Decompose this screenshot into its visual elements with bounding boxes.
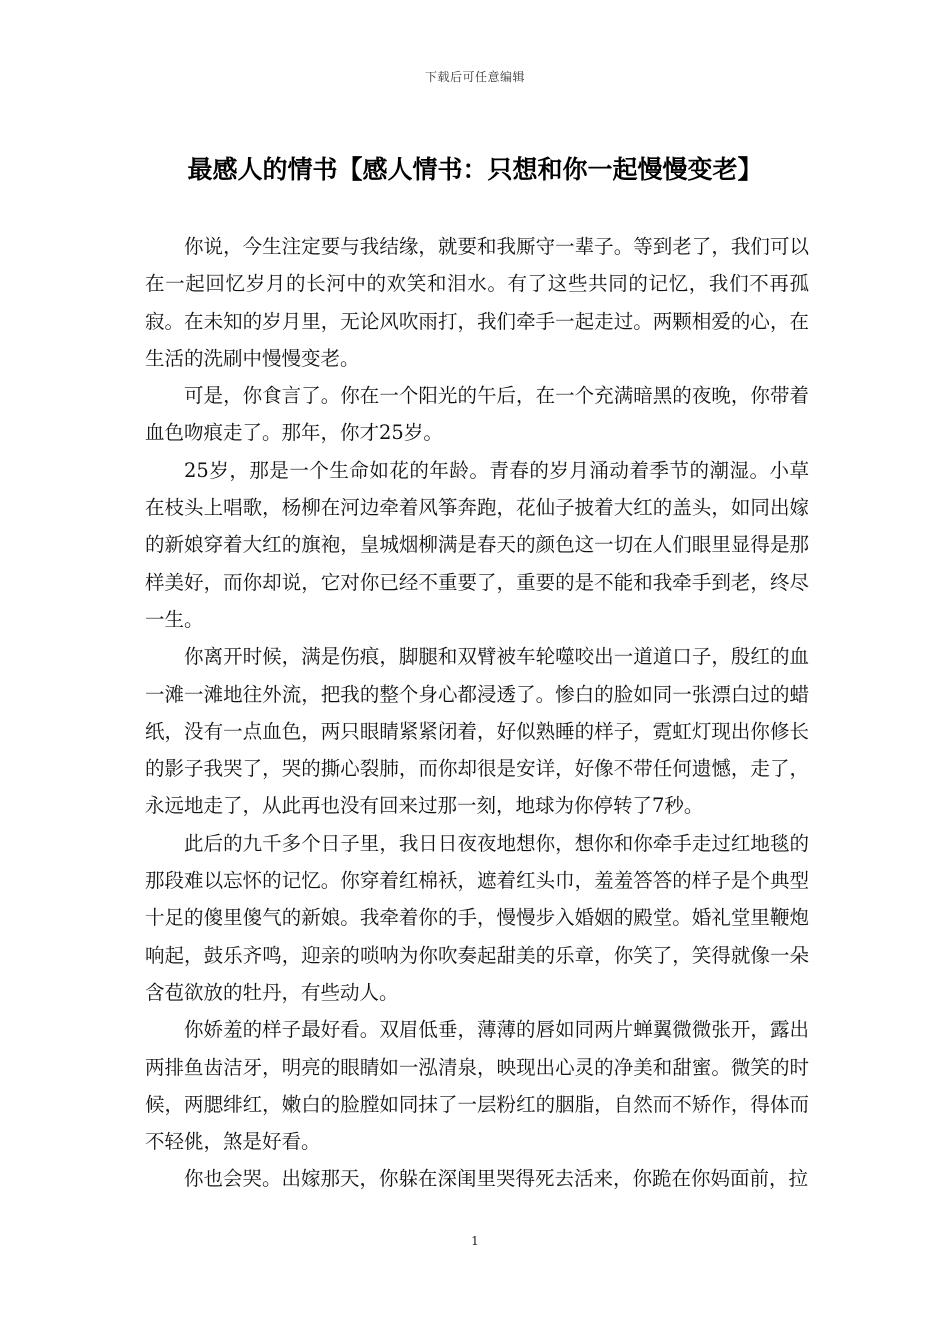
paragraph: 可是，你食言了。你在一个阳光的午后，在一个充满暗黑的夜晚，你带着血色吻痕走了。那年，你才25岁。	[145, 384, 809, 445]
page-number: 1	[471, 1234, 479, 1248]
paragraph: 你娇羞的样子最好看。双眉低垂，薄薄的唇如同两片蝉翼微微张开，露出两排鱼齿洁牙，明亮的眼睛如一泓清泉，映现出心灵的净美和甜蜜。微笑的时候，两腮绯红，嫩白的脸膛如同抹了一层粉红的胭脂，自然而不矫作，得体而不轻佻，煞是好看。	[145, 1018, 809, 1154]
paragraph: 你说，今生注定要与我结缘，就要和我厮守一辈子。等到老了，我们可以在一起回忆岁月的长河中的欢笑和泪水。有了这些共同的记忆，我们不再孤寂。在未知的岁月里，无论风吹雨打，我们牵手一起走过。两颗相爱的心，在生活的洗刷中慢慢变老。	[145, 235, 809, 370]
paragraph: 你也会哭。出嫁那天，你躲在深闺里哭得死去活来，你跪在你妈面前，拉	[184, 1167, 809, 1191]
paragraph: 25岁，那是一个生命如花的年龄。青春的岁月涌动着季节的潮湿。小草在枝头上唱歌，杨柳在河边牵着风筝奔跑，花仙子披着大红的盖头，如同出嫁的新娘穿着大红的旗袍，皇城烟柳满是春天的颜色这一切在人们眼里显得是那样美好，而你却说，它对你已经不重要了，重要的是不能和我牵手到老，终尽一生。	[145, 458, 809, 631]
paragraph: 你离开时候，满是伤痕，脚腿和双臂被车轮噬咬出一道道口子，殷红的血一滩一滩地往外流，把我的整个身心都浸透了。惨白的脸如同一张漂白过的蜡纸，没有一点血色，两只眼睛紧紧闭着，好似熟睡的样子，霓虹灯现出你修长的影子我哭了，哭的撕心裂肺，而你却很是安详，好像不带任何遗憾，走了，永远地走了，从此再也没有回来过那一刻，地球为你停转了7秒。	[145, 645, 809, 818]
header-note: 下载后可任意编辑	[424, 70, 525, 84]
document-title: 最感人的情书【感人情书：只想和你一起慢慢变老】	[187, 155, 763, 184]
paragraph: 此后的九千多个日子里，我日日夜夜地想你，想你和你牵手走过红地毯的那段难以忘怀的记忆。你穿着红棉袄，遮着红头巾，羞羞答答的样子是个典型十足的傻里傻气的新娘。我牵着你的手，慢慢步入婚姻的殿堂。婚礼堂里鞭炮响起，鼓乐齐鸣，迎亲的唢呐为你吹奏起甜美的乐章，你笑了，笑得就像一朵含苞欲放的牡丹，有些动人。	[145, 831, 809, 1004]
document-body	[145, 228, 809, 1198]
